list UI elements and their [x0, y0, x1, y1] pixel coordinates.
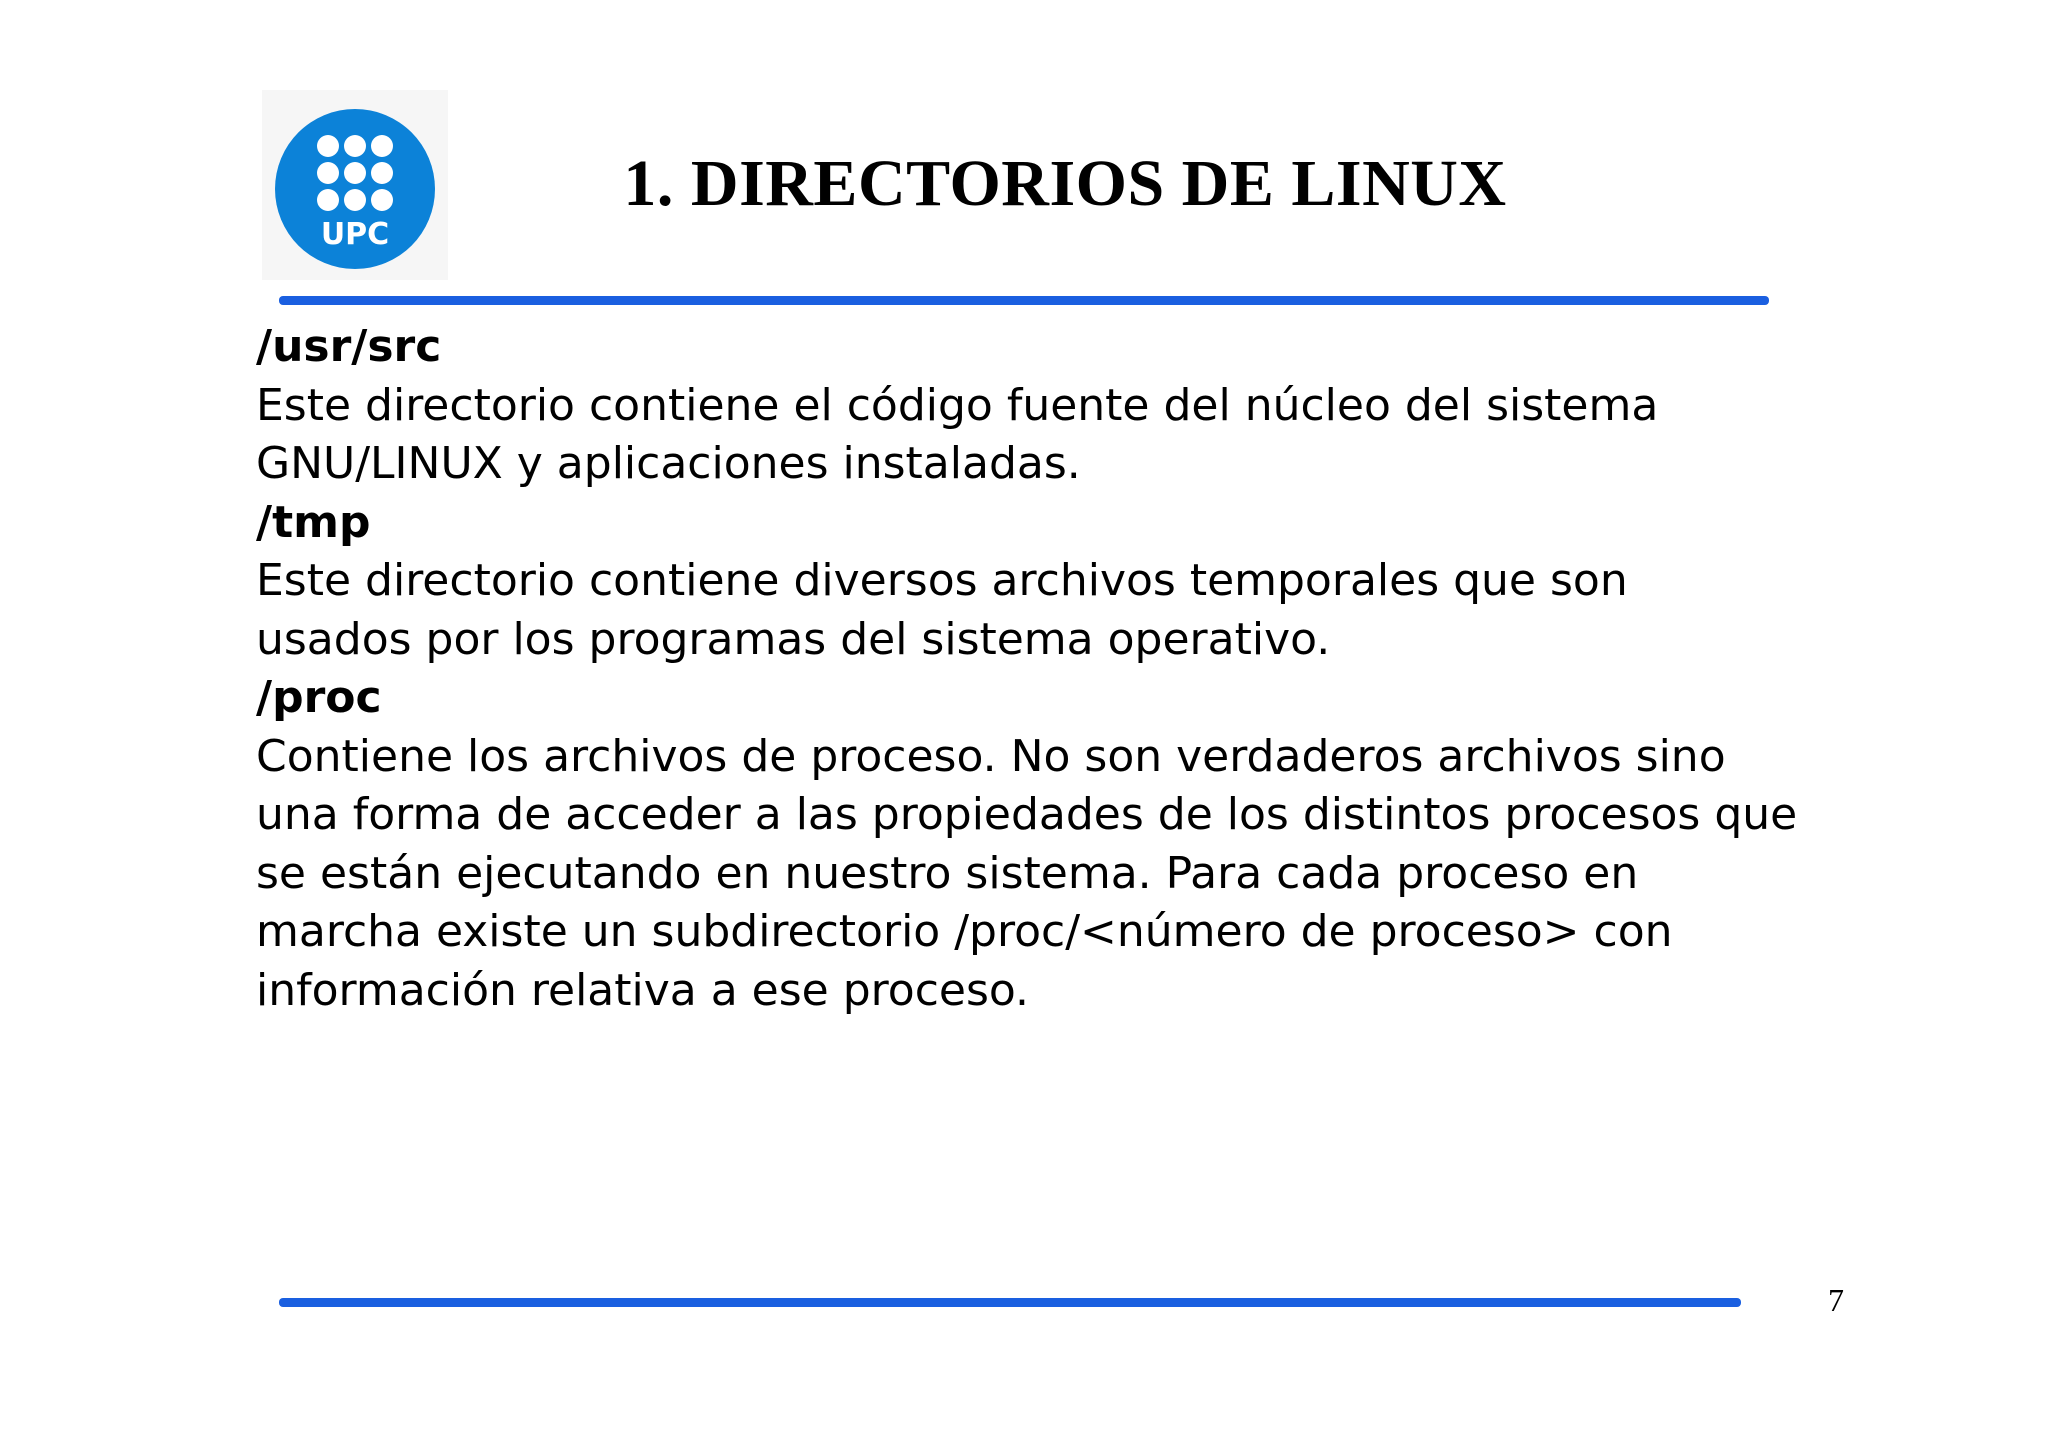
term-tmp: /tmp	[256, 496, 371, 548]
desc-line: Este directorio contiene el código fuente del núcleo del sistema	[256, 379, 1659, 431]
desc-line: Este directorio contiene diversos archivos temporales que son	[256, 555, 1628, 606]
upc-logo-text: UPC	[320, 217, 390, 252]
desc-line: información relativa a ese proceso.	[256, 964, 1030, 1016]
desc-line: se están ejecutando en nuestro sistema. Para cada proceso en	[256, 847, 1639, 899]
content-body	[256, 318, 1836, 1020]
desc-line: GNU/LINUX y aplicaciones instaladas.	[256, 438, 1081, 489]
term-proc: /proc	[256, 672, 382, 723]
desc-line: marcha existe un subdirectorio /proc/<número de proceso> con	[256, 906, 1673, 957]
page-title: 1. DIRECTORIOS DE LINUX	[623, 147, 1507, 220]
desc-line: Contiene los archivos de proceso. No son verdaderos archivos sino	[256, 730, 1726, 782]
top-divider	[279, 296, 1769, 305]
desc-line: una forma de acceder a las propiedades de los distintos procesos que	[256, 789, 1798, 840]
term-usr-src: /usr/src	[256, 321, 442, 372]
desc-line: usados por los programas del sistema operativo.	[256, 613, 1331, 665]
page-number: 7	[1828, 1282, 1844, 1318]
bottom-divider	[279, 1298, 1741, 1307]
